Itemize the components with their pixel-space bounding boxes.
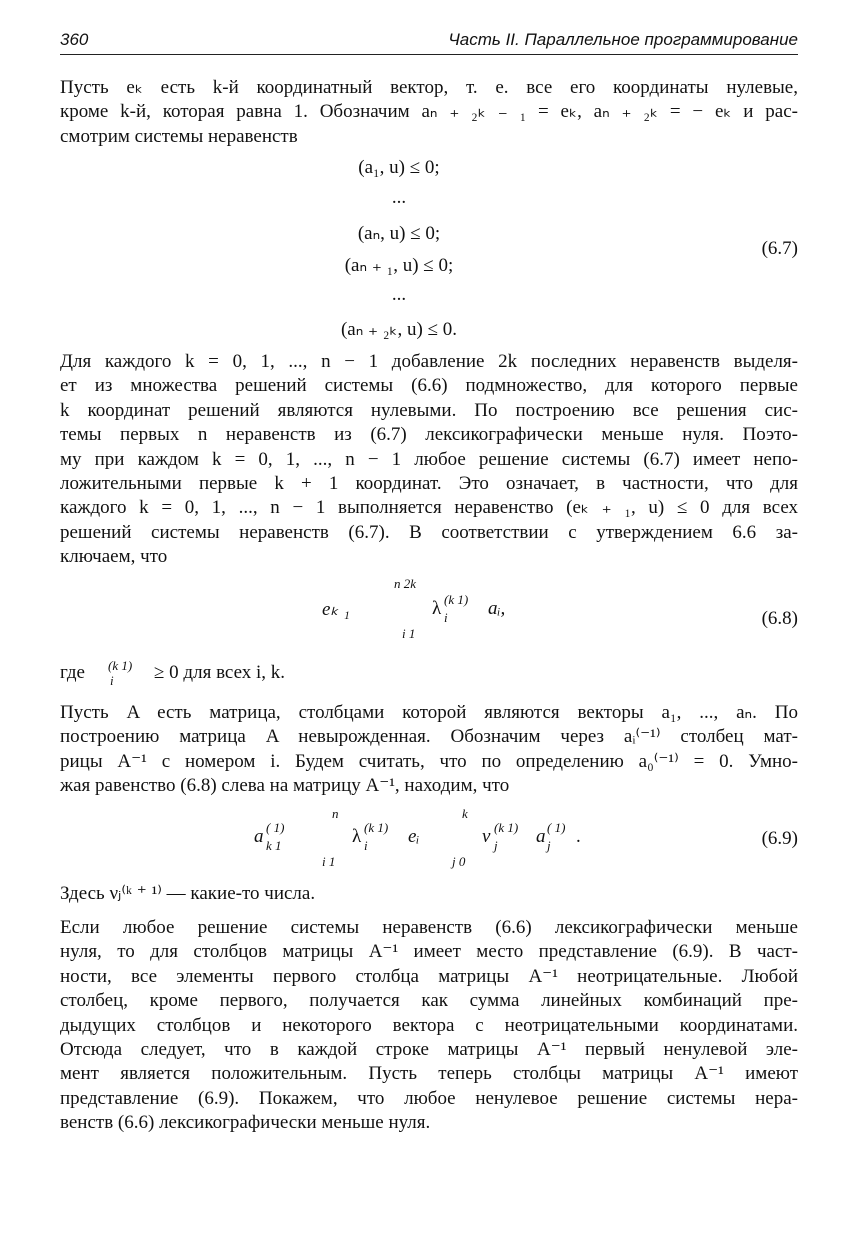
text-line: венств (6.6) лексикографически меньше нуля. [60, 1112, 431, 1134]
sum-lower-limit: i 1 [402, 626, 416, 641]
text-line: дыдущих столбцов и некоторого вектора с неотрицательными координатами. [60, 1014, 798, 1036]
page-number: 360 [60, 30, 89, 49]
lambda-symbol: λ [352, 826, 362, 847]
subscript: k 1 [266, 838, 282, 853]
sum-upper-limit: k [462, 806, 468, 821]
paragraph-4 [60, 916, 798, 1136]
text-line: рицы A⁻¹ с номером i. Будем считать, что по определению a₀⁽⁻¹⁾ = 0. Умно- [60, 750, 798, 772]
where-rest: ≥ 0 для всех i, k. [154, 662, 286, 683]
text-line: Если любое решение системы неравенств (6.6) лексикографически меньше [60, 917, 798, 938]
text-line: жая равенство (6.8) слева на матрицу A⁻¹, находим, что [60, 775, 510, 797]
inequality-line: (aₙ ₊ ₂ₖ, u) ≤ 0. [340, 319, 458, 340]
text-line: Пусть A есть матрица, столбцами которой являются векторы a₁, ..., aₙ. По [60, 702, 798, 723]
here-line [60, 882, 798, 906]
text-line: му при каждом k = 0, 1, ..., n − 1 любое решение системы (6.7) имеет непо- [60, 448, 798, 470]
ellipsis-line: ... [391, 187, 407, 208]
text-line: ложительными первые k + 1 координат. Это означает, в частности, что для [60, 472, 798, 494]
subscript: i [110, 673, 114, 688]
where-prefix: где [60, 662, 85, 683]
eq-lhs: a [254, 826, 264, 847]
running-header [60, 30, 798, 55]
text-line: столбец, кроме первого, получается как сумма линейных комбинаций пре- [60, 990, 798, 1012]
subscript: i [444, 610, 448, 625]
text-line: смотрим системы неравенств [60, 125, 298, 147]
page [60, 0, 798, 1233]
text-line: темы первых n неравенств из (6.7) лексикографически меньше нуля. Поэто- [60, 424, 798, 446]
text-line: Для каждого k = 0, 1, ..., n − 1 добавление 2k последних неравенств выделя- [60, 351, 798, 372]
text-line: ности, все элементы первого столбца матрицы A⁻¹ неотрицательные. Любой [60, 965, 798, 987]
inequality-line: (aₙ, u) ≤ 0; [357, 223, 441, 244]
sum-lower-limit: j 0 [452, 854, 466, 869]
equation-number: (6.9) [761, 828, 798, 849]
text-line: Отсюда следует, что в каждой строке матрицы A⁻¹ первый ненулевой эле- [60, 1038, 798, 1060]
text-line: каждого k = 0, 1, ..., n − 1 выполняется неравенство (eₖ ₊ ₁, u) ≤ 0 для всех [60, 497, 798, 519]
superscript: (k 1) [364, 820, 389, 835]
text-line: ет из множества решений системы (6.6) подмножество, для которого первые [60, 375, 798, 397]
eq-term: aᵢ, [488, 598, 506, 619]
sum-upper-limit: n [332, 806, 339, 821]
eq-lhs: eₖ ₁ [322, 599, 350, 620]
superscript: (k 1) [444, 592, 469, 607]
subscript: j [547, 838, 551, 853]
sum-lower-limit: i 1 [322, 854, 336, 869]
superscript: ( 1) [547, 820, 566, 835]
paragraph-1 [60, 76, 798, 149]
eq-term: eᵢ [408, 826, 420, 847]
equation-number: (6.8) [761, 608, 798, 629]
text-line: кроме k-й, которая равна 1. Обозначим aₙ ₊ ₂ₖ ₋ ₁ = eₖ, aₙ ₊ ₂ₖ = − eₖ и рас- [60, 101, 798, 123]
sum-upper-limit: n 2k [394, 576, 417, 591]
text-line: Пусть eₖ есть k-й координатный вектор, т. е. все его координаты нулевые, [60, 77, 798, 98]
inequality-line: (a₁, u) ≤ 0; [358, 157, 440, 178]
ellipsis-line: ... [391, 284, 407, 305]
text-line: ключаем, что [60, 546, 168, 568]
text-line: решений системы неравенств (6.7). В соответствии с утверждением 6.6 за- [60, 521, 798, 543]
text-line: нуля, то для столбцов матрицы A⁻¹ имеет место представление (6.9). В част- [60, 941, 798, 963]
superscript: (k 1) [494, 820, 519, 835]
subscript: j [494, 838, 498, 853]
text-line: Здесь νⱼ⁽ᵏ ⁺ ¹⁾ — какие-то числа. [60, 883, 316, 904]
superscript: ( 1) [266, 820, 285, 835]
eq-term: a [536, 826, 546, 847]
paragraph-2 [60, 350, 798, 570]
text-line: мент является положительным. Пусть теперь столбцы матрицы A⁻¹ имеют [60, 1063, 798, 1085]
inequality-line: (aₙ ₊ ₁, u) ≤ 0; [344, 255, 454, 276]
header-title: Часть II. Параллельное программирование [448, 30, 798, 49]
text-line: построению матрица A невырожденная. Обозначим через aᵢ⁽⁻¹⁾ столбец мат- [60, 726, 798, 748]
superscript: (k 1) [108, 658, 133, 673]
equation-number: (6.7) [761, 238, 798, 259]
eq-tail: . [576, 826, 581, 847]
text-line: представление (6.9). Покажем, что любое ненулевое решение системы нера- [60, 1087, 798, 1109]
subscript: i [364, 838, 368, 853]
nu-symbol: ν [482, 826, 491, 847]
text-line: k координат решений являются нулевыми. По построению все решения сис- [60, 399, 798, 421]
lambda-symbol: λ [432, 598, 442, 619]
paragraph-3 [60, 701, 798, 799]
